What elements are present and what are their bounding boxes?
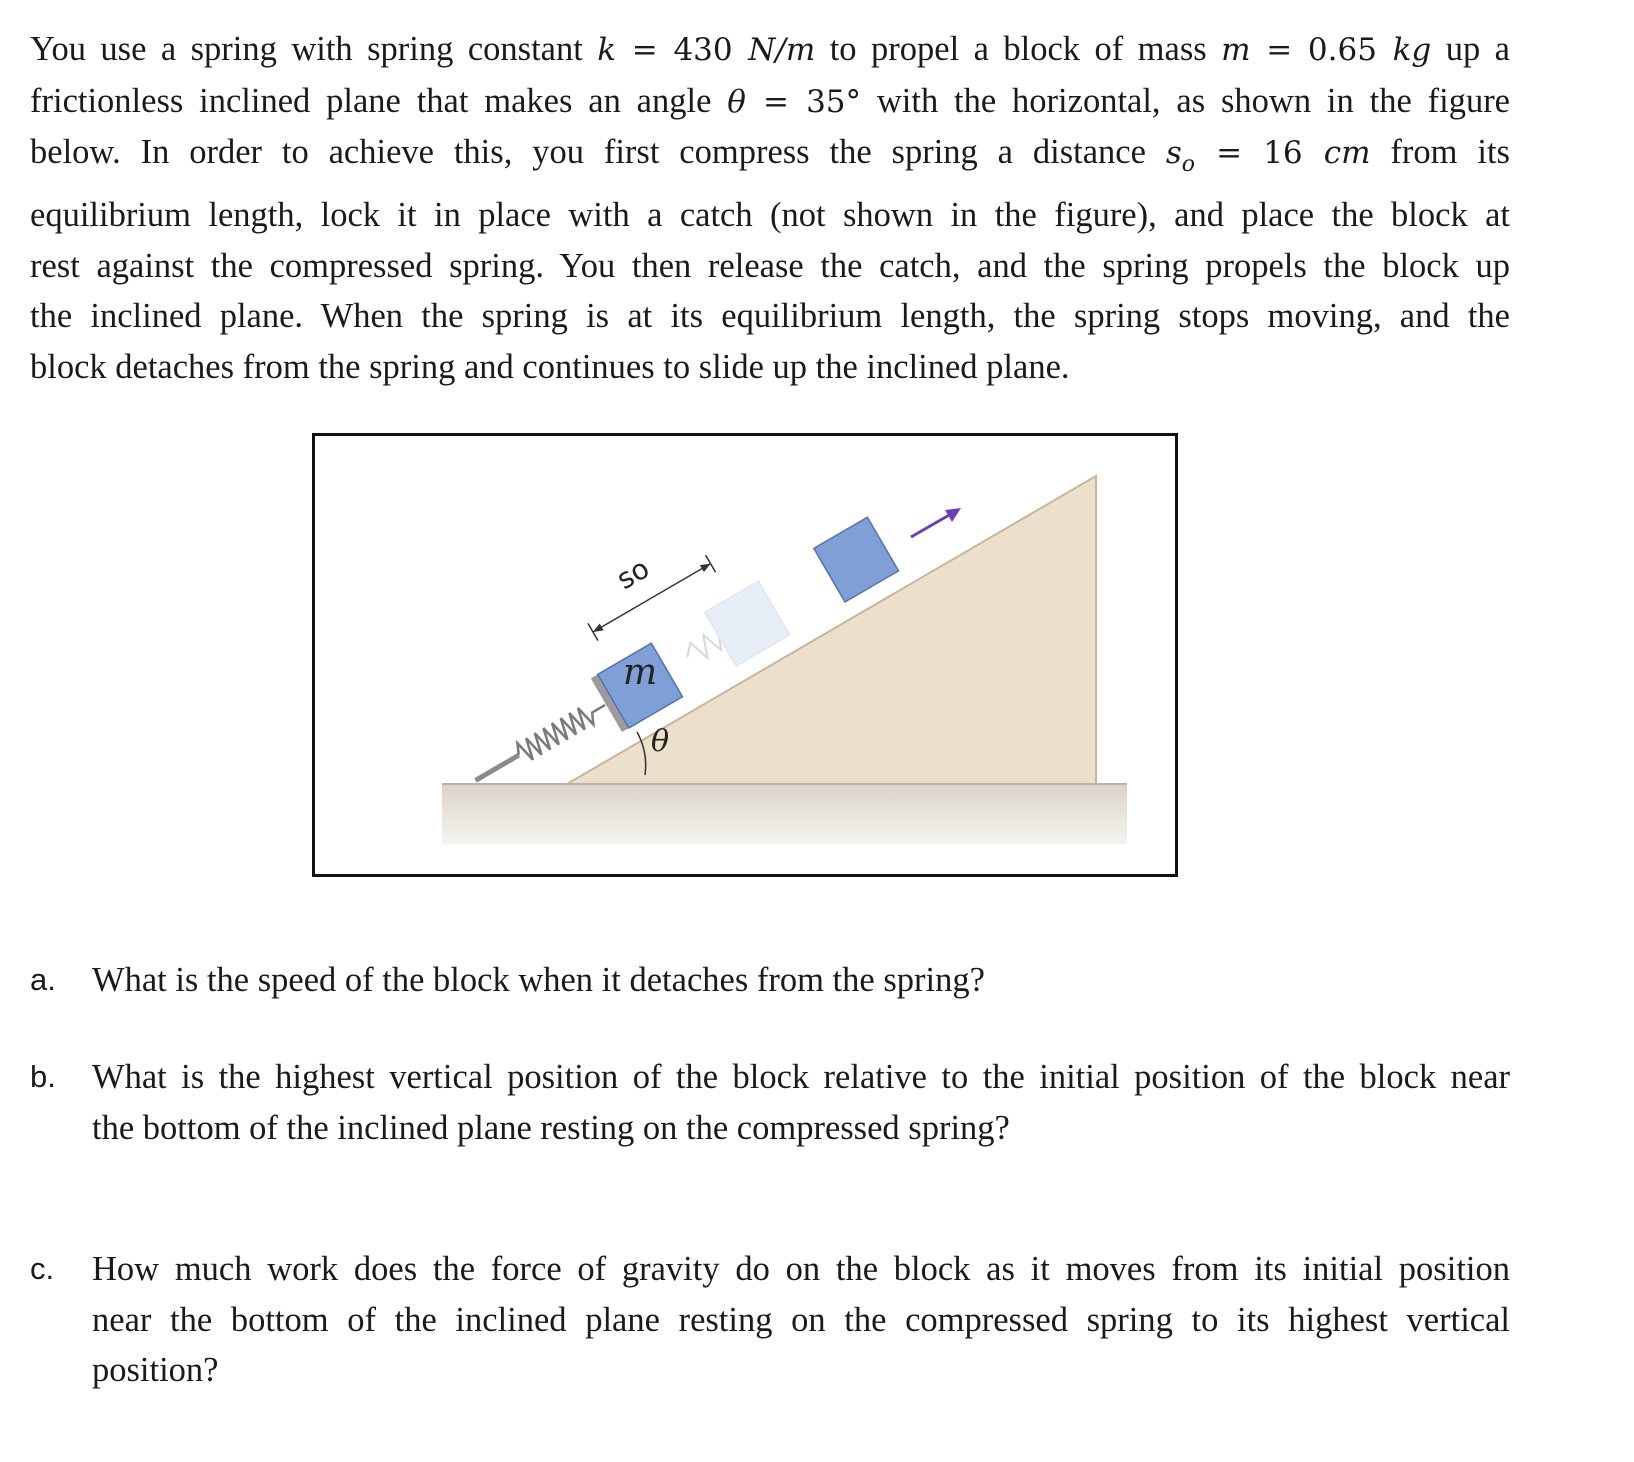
intro-text: from its xyxy=(1370,133,1510,171)
equals: = xyxy=(1194,135,1264,171)
equals: = xyxy=(1250,32,1308,68)
value-s: 16 xyxy=(1263,135,1324,171)
question-c-text xyxy=(92,1244,1510,1396)
intro-text: frictionless inclined plane that makes an angle xyxy=(30,81,728,120)
s0-dimension xyxy=(588,555,716,641)
unit-m: kg xyxy=(1392,32,1432,68)
intro-text: below. In order to achieve this, you first compress the spring a distance xyxy=(30,133,1166,171)
intro-line-7: block detaches from the spring and continues to slide up the inclined plane. xyxy=(30,347,1070,386)
intro-line-4: equilibrium length, lock it in place with a catch (not shown in the figure), and place the block at xyxy=(30,196,1510,235)
equals: = xyxy=(745,83,807,120)
var-theta: θ xyxy=(727,83,746,120)
incline-diagram xyxy=(315,436,1175,874)
question-b xyxy=(30,1052,1510,1153)
unit-s: cm xyxy=(1323,135,1371,171)
intro-line-1 xyxy=(30,24,1510,76)
intro-text: with the horizontal, as shown in the figure xyxy=(861,81,1510,120)
question-c-line-2: near the bottom of the inclined plane resting on the compressed spring to its highest vertical xyxy=(92,1300,1510,1339)
var-m: m xyxy=(1221,32,1251,68)
question-a xyxy=(30,955,1510,1006)
block-moving xyxy=(814,517,899,602)
question-a-text xyxy=(92,955,1510,1006)
question-b-line-1: What is the highest vertical position of the block relative to the initial position of the block near xyxy=(92,1058,1510,1096)
question-b-label: b. xyxy=(30,1059,56,1094)
block-ghost xyxy=(705,581,790,666)
intro-text: to propel a block of mass xyxy=(815,30,1222,68)
incline-figure xyxy=(312,433,1178,877)
var-s-subscript: o xyxy=(1181,151,1195,177)
intro-line-2 xyxy=(30,76,1510,128)
intro-text: up a xyxy=(1431,30,1510,68)
problem-statement xyxy=(30,24,1510,392)
equals: = xyxy=(616,32,674,68)
question-c xyxy=(30,1244,1510,1396)
value-m: 0.65 xyxy=(1307,32,1393,68)
inclined-plane xyxy=(567,476,1096,784)
value-theta: 35° xyxy=(806,83,862,120)
question-c-label: c. xyxy=(30,1251,55,1286)
intro-line-3 xyxy=(30,127,1510,190)
question-a-line-1: What is the speed of the block when it detaches from the spring? xyxy=(92,961,985,999)
question-a-label: a. xyxy=(30,962,56,997)
question-b-line-2: the bottom of the inclined plane resting on the compressed spring? xyxy=(92,1108,1010,1147)
intro-line-5: rest against the compressed spring. You then release the catch, and the spring propels the block up xyxy=(30,246,1510,285)
intro-line-6: the inclined plane. When the spring is at its equilibrium length, the spring stops moving, and the xyxy=(30,297,1510,336)
value-k: 430 xyxy=(673,32,749,68)
intro-text: You use a spring with spring constant xyxy=(30,30,598,68)
theta-label: θ xyxy=(651,724,670,759)
unit-k: N/m xyxy=(748,32,816,68)
mass-label: m xyxy=(623,652,658,693)
var-s: s xyxy=(1165,135,1182,171)
s0-label: so xyxy=(610,551,655,597)
question-c-line-1: How much work does the force of gravity do on the block as it moves from its initial position xyxy=(92,1250,1510,1288)
question-c-line-3: position? xyxy=(92,1351,219,1389)
question-b-text xyxy=(92,1052,1510,1153)
velocity-arrow xyxy=(911,508,961,537)
var-k: k xyxy=(597,32,617,68)
ground xyxy=(442,784,1127,844)
